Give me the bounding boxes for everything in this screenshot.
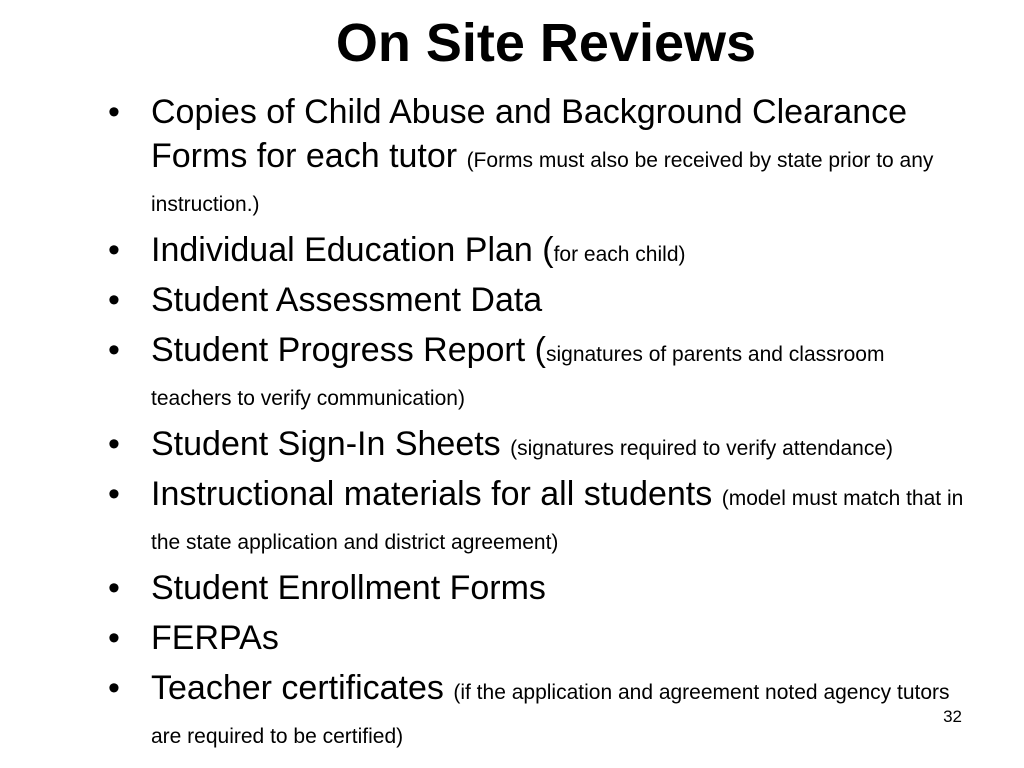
bullet-item: [108, 616, 964, 660]
bullet-dot-icon: •: [108, 281, 120, 319]
bullet-dot-icon: •: [108, 669, 120, 707]
bullet-note-text: signatures of parents and classroom teachers to verify communication): [151, 343, 885, 410]
bullet-item: [108, 666, 964, 754]
bullet-dot-icon: •: [108, 569, 120, 607]
slide-title: On Site Reviews: [335, 13, 757, 73]
bullet-main-text: Copies of Child Abuse and Background Clearance Forms for each tutor: [151, 93, 908, 175]
bullet-list: [108, 90, 964, 760]
bullet-item: [108, 228, 964, 272]
bullet-note-text: (if the application and agreement noted agency tutors are required to be certified): [151, 681, 950, 748]
bullet-item: [108, 90, 964, 222]
bullet-dot-icon: •: [108, 331, 120, 369]
bullet-main-text: Student Progress Report (: [151, 331, 546, 369]
bullet-main-text: Teacher certificates: [151, 669, 444, 707]
bullet-note-text: (Forms must also be received by state prior to any instruction.): [151, 149, 934, 216]
bullet-dot-icon: •: [108, 231, 120, 269]
bullet-main-text: Instructional materials for all students: [151, 475, 713, 513]
bullet-item: [108, 566, 964, 610]
bullet-main-text: Student Sign-In Sheets: [151, 425, 501, 463]
bullet-dot-icon: •: [108, 425, 120, 463]
bullet-dot-icon: •: [108, 93, 120, 131]
bullet-item: [108, 422, 964, 466]
bullet-main-text: Student Enrollment Forms: [151, 569, 546, 607]
bullet-item: [108, 328, 964, 416]
bullet-main-text: Individual Education Plan (: [151, 231, 554, 269]
bullet-dot-icon: •: [108, 475, 120, 513]
bullet-note-text: for each child): [553, 243, 686, 266]
bullet-dot-icon: •: [108, 619, 120, 657]
bullet-note-text: (signatures required to verify attendance): [510, 437, 894, 460]
bullet-item: [108, 278, 964, 322]
bullet-main-text: FERPAs: [151, 619, 279, 657]
page-number: 32: [943, 707, 962, 726]
bullet-note-text: (model must match that in the state application and district agreement): [151, 487, 964, 554]
bullet-item: [108, 472, 964, 560]
bullet-main-text: Student Assessment Data: [151, 281, 543, 319]
